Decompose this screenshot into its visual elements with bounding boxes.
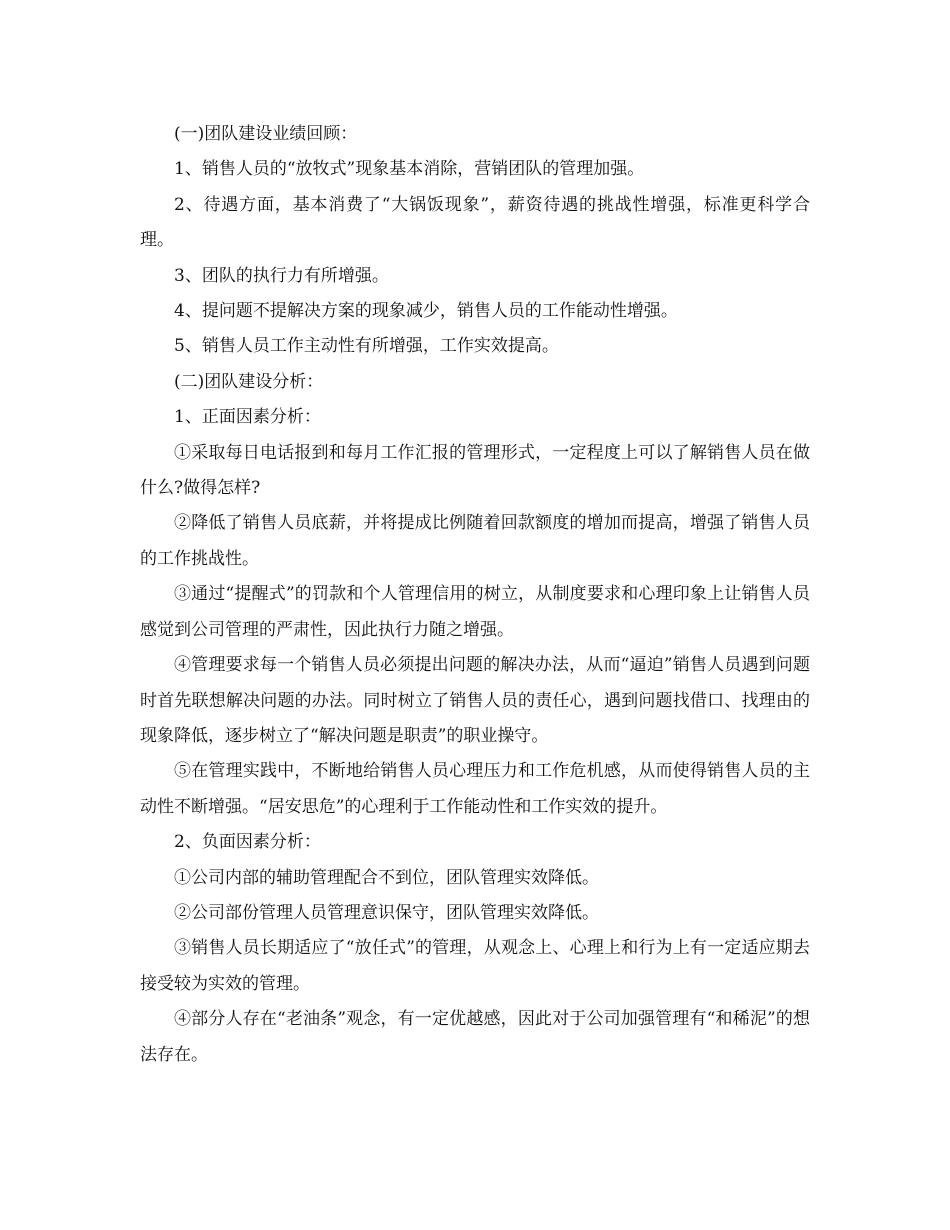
paragraph-item: 2、待遇方面，基本消费了“大锅饭现象”，薪资待遇的挑战性增强，标准更科学合理。 [140,194,810,251]
subheading-positive: 1、正面因素分析： [174,407,321,428]
paragraph-item: 4、提问题不提解决方案的现象减少，销售人员的工作能动性增强。 [174,301,678,322]
paragraph-item: ②降低了销售人员底薪，并将提成比例随着回款额度的增加而提高，增强了销售人员的工作挑战性。 [140,513,810,569]
paragraph-item: 1、销售人员的“放牧式”现象基本消除，营销团队的管理加强。 [174,159,645,180]
paragraph-item: ③通过“提醒式”的罚款和个人管理信用的树立，从制度要求和心理印象上让销售人员感觉到公司管理的严肃性，因此执行力随之增强。 [140,584,810,640]
paragraph-item: ④管理要求每一个销售人员必须提出问题的解决办法，从而“逼迫”销售人员遇到问题时首先联想解决问题的办法。同时树立了销售人员的责任心，遇到问题找借口、找理由的现象降低，逐步树立了“解决问题是职责”的职业操守。 [140,655,810,746]
paragraph-item: ①采取每日电话报到和每月工作汇报的管理形式，一定程度上可以了解销售人员在做什么?做得怎样? [140,442,810,499]
paragraph-item: ①公司内部的辅助管理配合不到位，团队管理实效降低。 [174,867,599,888]
paragraph-item: ④部分人存在“老油条”观念，有一定优越感，因此对于公司加强管理有“和稀泥”的想法存在。 [140,1009,810,1065]
section-heading-analysis: (二)团队建设分析： [174,371,324,392]
paragraph-item: 3、团队的执行力有所增强。 [174,265,389,286]
paragraph-item: 5、销售人员工作主动性有所增强，工作实效提高。 [174,336,559,357]
paragraph-item: ⑤在管理实践中，不断地给销售人员心理压力和工作危机感，从而使得销售人员的主动性不断增强。“居安思危”的心理利于工作能动性和工作实效的提升。 [140,761,810,817]
paragraph-item: ③销售人员长期适应了“放任式”的管理，从观念上、心理上和行为上有一定适应期去接受较为实效的管理。 [140,938,810,994]
section-heading-review: (一)团队建设业绩回顾： [174,124,358,144]
paragraph-item: ②公司部份管理人员管理意识保守，团队管理实效降低。 [174,902,599,923]
subheading-negative: 2、负面因素分析： [174,832,321,853]
